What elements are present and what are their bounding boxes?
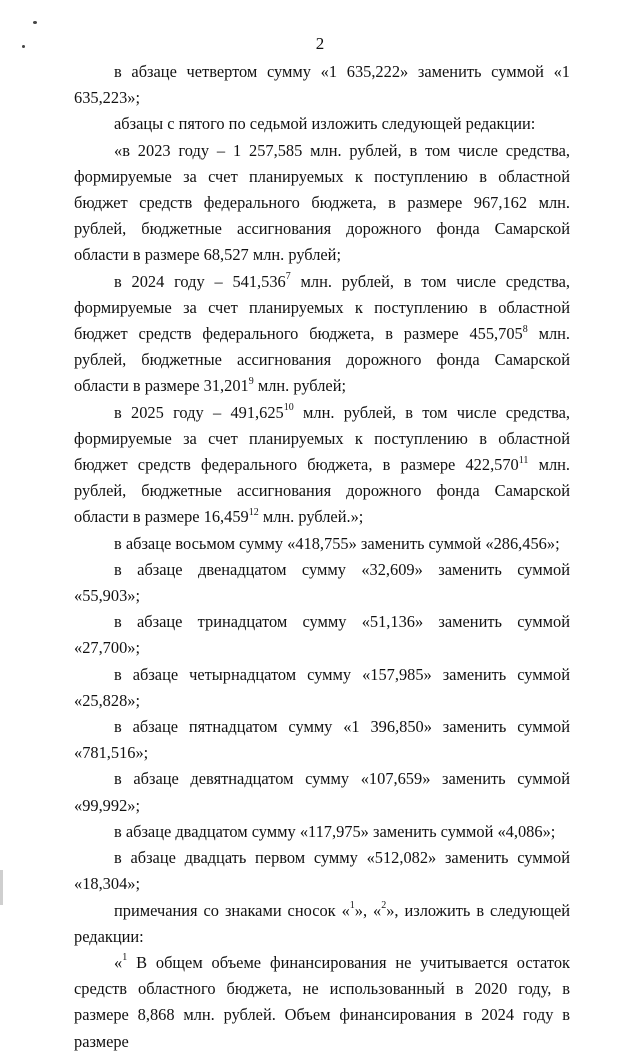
footnote-mark: 1 (122, 952, 128, 964)
paragraph: в абзаце тринадцатом сумму «51,136» заменить суммой «27,700»; (74, 612, 570, 658)
paragraph: «в 2023 году – 1 257,585 млн. рублей, в том числе средства, формируемые за счет планируемых к поступлению в областной бюджет средств федерального бюджета, в размере 967,162 млн. рублей, бюджетные ассигнования дорожного фонда Самарской области в размере 68,527 млн. рублей; (74, 140, 570, 265)
footnote-mark: 11 (518, 454, 529, 466)
text-run: примечания со знаками сносок « (114, 900, 350, 920)
footnote-mark: 7 (285, 271, 291, 283)
paragraph (74, 400, 570, 531)
paragraph: в абзаце пятнадцатом сумму «1 396,850» заменить суммой «781,516»; (74, 717, 570, 763)
text-run: », изложить в следующей редакции: (74, 900, 570, 946)
text-run: млн. рублей; (253, 376, 347, 396)
text-run: в 2024 году – 541,536 (114, 271, 286, 291)
footnote-mark: 1 (349, 900, 355, 912)
text-run: », « (354, 900, 382, 920)
paragraph: в абзаце четырнадцатом сумму «157,985» заменить суммой «25,828»; (74, 664, 570, 710)
document-body (74, 59, 570, 1055)
paragraph: в абзаце двадцатом сумму «117,975» заменить суммой «4,086»; (114, 821, 556, 841)
paragraph: в абзаце двенадцатом сумму «32,609» заменить суммой «55,903»; (74, 559, 570, 606)
text-run: в 2025 году – 491,625 (114, 402, 284, 422)
text-run: млн. рублей, бюджетные ассигнования дорожного фонда Самарской области в размере 16,459 (74, 455, 570, 527)
scan-edge-shadow (0, 870, 3, 905)
scan-speck (33, 21, 37, 24)
text-run: « (114, 952, 123, 972)
text-run: млн. рублей, в том числе средства, формируемые за счет планируемых к поступлению в областной бюджет средств федерального бюджета, в размере 422,570 (74, 402, 571, 475)
paragraph: в абзаце двадцать первом сумму «512,082» заменить суммой «18,304»; (74, 848, 570, 894)
paragraph (74, 898, 570, 950)
footnote-mark: 12 (248, 506, 259, 518)
paragraph: в абзаце девятнадцатом сумму «107,659» заменить суммой «99,992»; (74, 769, 570, 815)
paragraph: в абзаце четвертом сумму «1 635,222» заменить суммой «1 635,223»; (74, 62, 570, 108)
footnote-mark: 2 (381, 900, 387, 912)
text-run: млн. рублей, в том числе средства, формируемые за счет планируемых к поступлению в областной бюджет средств федерального бюджета, в размере 455,705 (74, 271, 571, 344)
footnote-mark: 10 (283, 402, 294, 414)
paragraph (74, 269, 570, 400)
text-run: млн. рублей.»; (258, 507, 364, 527)
footnote-mark: 9 (248, 375, 254, 387)
paragraph (74, 950, 570, 1055)
scan-speck (22, 45, 25, 48)
text-run: В общем объеме финансирования не учитывается остаток средств областного бюджета, не использованный в 2020 году, в размере 8,868 млн. рублей. Объем финансирования в 2024 году в размере (74, 952, 570, 1051)
page-number: 2 (315, 34, 325, 53)
text-run: млн. рублей, бюджетные ассигнования дорожного фонда Самарской области в размере 31,201 (74, 324, 570, 396)
footnote-mark: 8 (522, 323, 528, 335)
paragraph: в абзаце восьмом сумму «418,755» заменить суммой «286,456»; (114, 533, 560, 553)
paragraph: абзацы с пятого по седьмой изложить следующей редакции: (114, 114, 536, 134)
